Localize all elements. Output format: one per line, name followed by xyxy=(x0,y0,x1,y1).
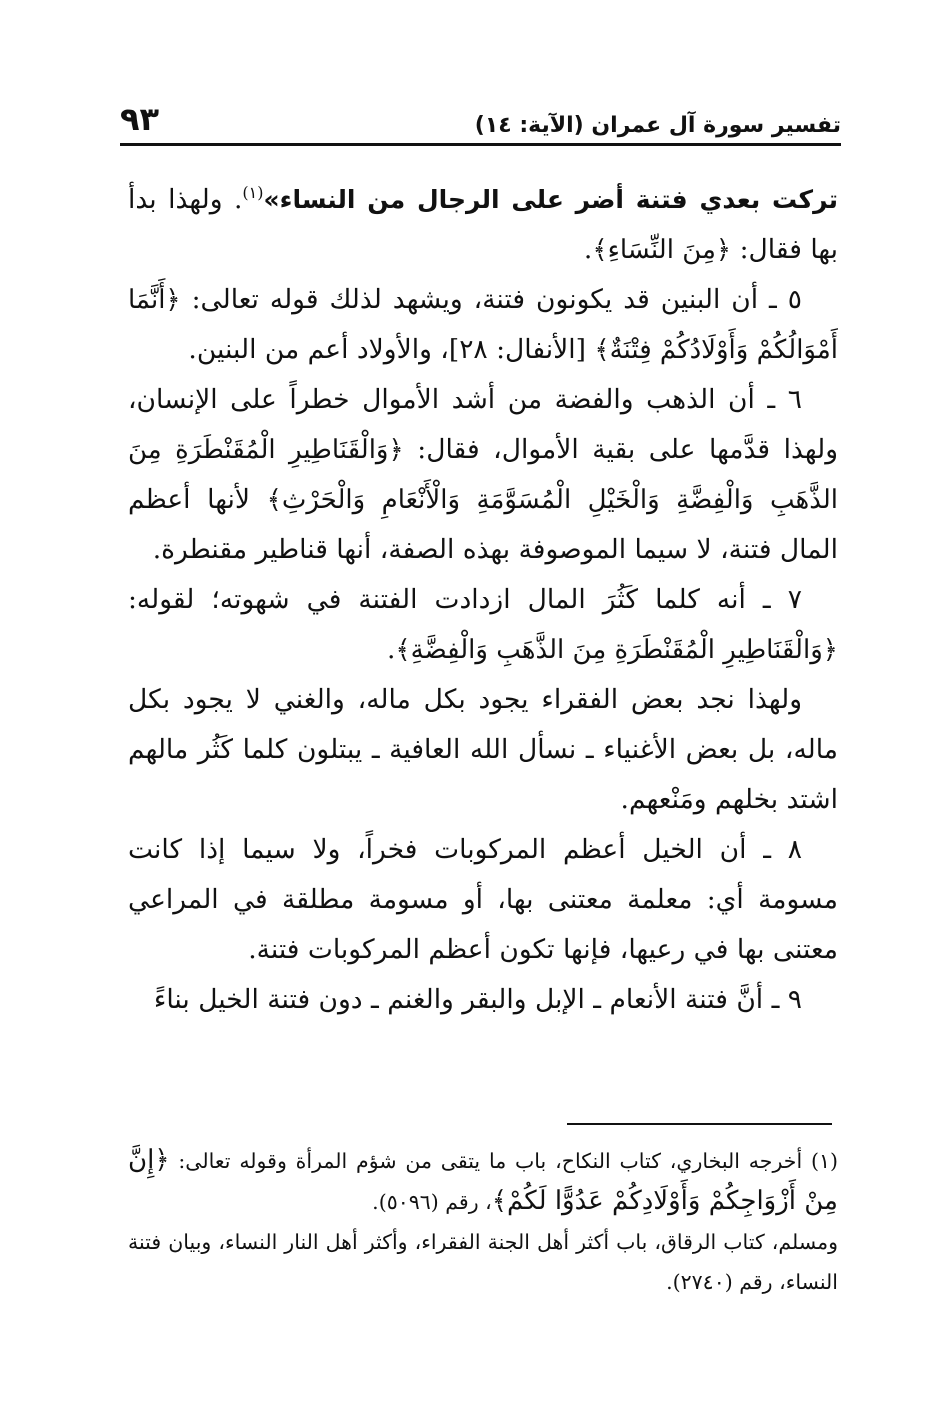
page-number: ٩٣ xyxy=(120,100,160,138)
footnote-separator xyxy=(567,1123,832,1125)
paragraph-6: ٨ ـ أن الخيل أعظم المركوبات فخراً، ولا سيما إذا كانت مسومة أي: معلمة معتنى بها، أو مسومة مطلقة في المراعي معتنى بها في رعيها، فإنها تكون أعظم المركوبات فتنة. xyxy=(128,834,838,965)
paragraph-5: ولهذا نجد بعض الفقراء يجود بكل ماله، والغني لا يجود بكل ماله، بل بعض الأغنياء ـ نسأل الله العافية ـ يبتلون كلما كَثُر مالهم اشتد بخلهم ومَنْعهم. xyxy=(128,684,838,815)
footnote-1: (١) أخرجه البخاري، كتاب النكاح، باب ما يتقى من شؤم المرأة وقوله تعالى: ﴿إِنَّ مِنْ أَزْوَاجِكُمْ وَأَوْلَادِكُمْ عَدُوًّا لَكُمْ﴾، رقم (٥٠٩٦). xyxy=(128,1145,838,1216)
paragraph-2: ٥ ـ أن البنين قد يكونون فتنة، ويشهد لذلك قوله تعالى: ﴿أَنَّمَا أَمْوَالُكُمْ وَأَوْلَادُكُمْ فِتْنَةٌ﴾ [الأنفال: ٢٨]، والأولاد أعم من البنين. xyxy=(128,284,838,365)
running-title: تفسير سورة آل عمران (الآية: ١٤) xyxy=(474,113,841,138)
page-header xyxy=(120,92,841,138)
quran-verse: ﴿مِنَ النِّسَاءِ﴾ xyxy=(592,235,732,265)
paragraph-3: ٦ ـ أن الذهب والفضة من أشد الأموال خطراً على الإنسان، ولهذا قدَّمها على بقية الأموال، فقال: ﴿وَالْقَنَاطِيرِ الْمُقَنْطَرَةِ مِنَ الذَّهَبِ وَالْفِضَّةِ وَالْخَيْلِ الْمُسَوَّمَةِ وَالْأَنْعَامِ وَالْحَرْثِ﴾ لأنها أعظم المال فتنة، لا سيما الموصوفة بهذه الصفة، أنها قناطير مقنطرة. xyxy=(128,384,838,565)
hadith-quote: تركت بعدي فتنة أضر على الرجال من النساء» xyxy=(263,185,838,214)
footnote-1-continued: ومسلم، كتاب الرقاق، باب أكثر أهل الجنة الفقراء، وأكثر أهل النار النساء، وبيان فتنة النساء، رقم (٢٧٤٠). xyxy=(128,1230,838,1294)
footnote-ref: (١) xyxy=(242,183,264,203)
quran-verse: ﴿وَالْقَنَاطِيرِ الْمُقَنْطَرَةِ مِنَ الذَّهَبِ وَالْفِضَّةِ﴾ xyxy=(395,635,838,665)
quran-verse: ﴿أَنَّمَا أَمْوَالُكُمْ وَأَوْلَادُكُمْ فِتْنَةٌ﴾ xyxy=(128,285,838,365)
quran-verse: ﴿وَالْقَنَاطِيرِ الْمُقَنْطَرَةِ مِنَ الذَّهَبِ وَالْفِضَّةِ وَالْخَيْلِ الْمُسَوَّمَةِ وَالْأَنْعَامِ وَالْحَرْثِ﴾ xyxy=(128,435,838,515)
header-rule xyxy=(120,143,841,146)
paragraph-4: ٧ ـ أنه كلما كَثُرَ المال ازدادت الفتنة في شهوته؛ لقوله: ﴿وَالْقَنَاطِيرِ الْمُقَنْطَرَةِ مِنَ الذَّهَبِ وَالْفِضَّةِ﴾. xyxy=(128,584,838,665)
paragraph-1: تركت بعدي فتنة أضر على الرجال من النساء»$^{(١)}$. ولهذا بدأ بها فقال: ﴿مِنَ النِّسَاءِ﴾. xyxy=(128,183,838,265)
paragraph-7: ٩ ـ أنَّ فتنة الأنعام ـ الإبل والبقر والغنم ـ دون فتنة الخيل بناءً xyxy=(153,984,802,1015)
body-text xyxy=(128,175,838,1075)
quran-verse: ﴿إِنَّ مِنْ أَزْوَاجِكُمْ وَأَوْلَادِكُمْ عَدُوًّا لَكُمْ﴾ xyxy=(128,1145,838,1216)
footnotes xyxy=(128,1140,838,1302)
